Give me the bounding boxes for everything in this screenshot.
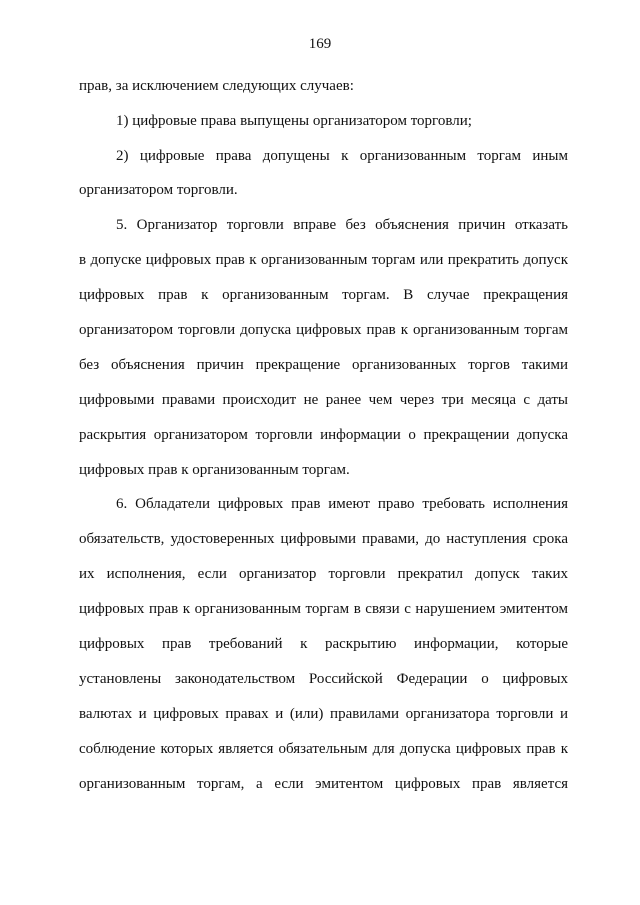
text-line: раскрытия организатором торговли информации о прекращении допуска [79, 427, 568, 443]
text-line: их исполнения, если организатор торговли прекратил допуск таких [79, 566, 568, 582]
text-line: цифровых прав к организованным торгам в связи с нарушением эмитентом [79, 601, 568, 617]
text-line: цифровых прав требований к раскрытию информации, которые [79, 636, 568, 652]
text-line: цифровых прав к организованным торгам. В случае прекращения [79, 287, 568, 303]
text-line: в допуске цифровых прав к организованным торгам или прекратить допуск [79, 252, 568, 268]
list-item-1: 1) цифровые права выпущены организатором торговли; [116, 113, 472, 129]
text-line: соблюдение которых является обязательным для допуска цифровых прав к [79, 741, 568, 757]
text-line: организатором торговли. [79, 182, 238, 198]
text-line: валютах и цифровых правах и (или) правилами организатора торговли и [79, 706, 568, 722]
text-line: прав, за исключением следующих случаев: [79, 78, 354, 94]
paragraph-5-first-line: 5. Организатор торговли вправе без объяснения причин отказать [116, 217, 568, 233]
text-line: без объяснения причин прекращение организованных торгов такими [79, 357, 568, 373]
list-item-2: 2) цифровые права допущены к организованным торгам иным [116, 148, 568, 164]
text-line: организованным торгам, а если эмитентом цифровых прав является [79, 776, 568, 792]
text-line: установлены законодательством Российской Федерации о цифровых [79, 671, 568, 687]
paragraph-6-first-line: 6. Обладатели цифровых прав имеют право требовать исполнения [116, 496, 568, 512]
text-line: обязательств, удостоверенных цифровыми правами, до наступления срока [79, 531, 568, 547]
text-line: организатором торговли допуска цифровых прав к организованным торгам [79, 322, 568, 338]
text-line: цифровыми правами происходит не ранее чем через три месяца с даты [79, 392, 568, 408]
text-line: цифровых прав к организованным торгам. [79, 462, 350, 478]
page-number: 169 [308, 36, 332, 52]
